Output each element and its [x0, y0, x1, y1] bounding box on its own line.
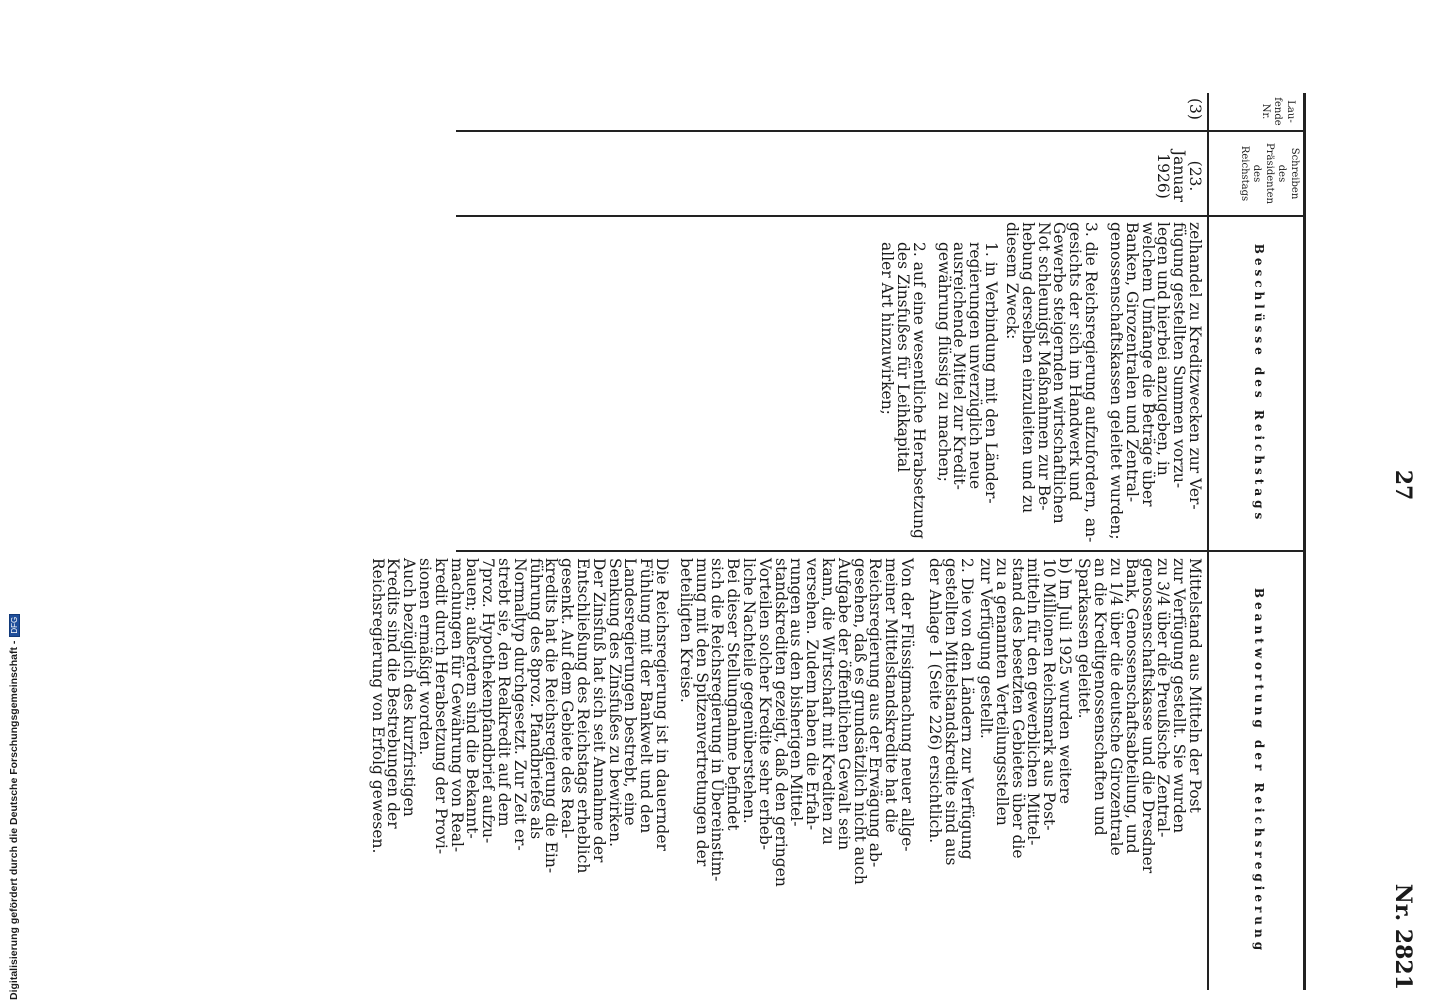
row-number: (3) [1186, 98, 1204, 120]
document-number: Nr. 2821 [1390, 883, 1416, 990]
dfg-logo: DFG [9, 614, 20, 637]
row-date: (23. Januar 1926) [1154, 149, 1204, 203]
column-rule-2 [456, 215, 1306, 217]
beschluss-sub-1: 1. in Verbindung mit den Länder- regierungen unverzüglich neue ausreichende Mittel zur Kredit- gewährung flüssig zu machen; [934, 242, 1000, 504]
antwort-para-2: 2. Die von den Ländern zur Verfügung gestellten Mittelstandskredite sind aus der Anlage 1 (Seite 226) ersichtlich. [926, 558, 976, 866]
header-top-rule [1303, 93, 1306, 990]
beschluss-item-3: 3. die Reichsregierung aufzufordern, an- gesichts der sich im Handwerk und Gewerbe steigernden wirtschaftlichen Not schleunigst Maßnahmen zur Be- hebung derselben einzuleiten und zu diesem Zweck: [1003, 222, 1100, 543]
antwort-para-a: Mittelstand aus Mitteln der Post zur Verfügung gestellt. Sie wurden zu 3/4 über die Preußische Zentral- genossenschaftskasse und die Dresdner Bank, Genossenschaftsabteilung, und zu 1/4 über die deutsche Girozentrale an die Kreditgenossenschaften und Sparkassen geleitet. [1075, 558, 1204, 874]
header-bottom-rule [1207, 93, 1209, 990]
header-laufende-nr: Lau- fende Nr. [1260, 97, 1296, 126]
beschluss-sub-2: 2. auf eine wesentliche Herabsetzung des Zinsfußes für Leihkapital aller Art hinzuwirken; [878, 242, 928, 539]
header-schreiben: Schreiben des Präsidenten des Reichstags [1239, 143, 1300, 204]
antwort-para-4: Die Reichsregierung ist in dauernder Fühlung mit der Bankwelt und den Landesregierungen bestrebt, eine Senkung des Zinsfußes zu bewirken. Der Zinsfuß hat sich seit Annahme der Entschließung des Reichstags erheblich gesenkt. Auf dem Gebiete des Real- kredits hat die Reichsregierung die Ein- führung des 8proz. Pfandbriefes als Normaltyp durchgesetzt. Zur Zeit er- strebt sie, den Realkredit auf dem 7proz. Hypothekenpfandbrief aufzu- bauen; außerdem sind die Bekannt- machungen für Gewährung von Real- kredit durch Herabsetzung der Provi- sionen ermäßigt worden. Auch bezüglich des kurzfristigen Kredits sind die Bestrebungen der Reichsregierung von Erfolg gewesen. [368, 558, 671, 874]
beschluss-continuation: zelhandel zu Kreditzwecken zur Ver- fügung gestellten Summen vorzu- legen und hierbei anzugeben, in welchem Umfange die Beträge über Banken, Girozentralen und Zentral- genossenschaftskassen geleitet wurden; [1107, 222, 1204, 540]
page-number: 27 [1390, 469, 1416, 501]
column-rule-1 [456, 130, 1306, 132]
header-beschluesse: Beschlüsse des Reichstags [1252, 243, 1266, 524]
header-beantwortung: Beantwortung der Reichsregierung [1252, 587, 1266, 955]
column-rule-3 [456, 550, 1306, 552]
antwort-para-3: Von der Flüssigmachung neuer allge- meiner Mittelstandskredite hat die Reichsregierung aus der Erwägung ab- gesehen, daß es grundsätzlich nicht auch Aufgabe der öffentlichen Gewalt sein kann, die Wirtschaft mit Krediten zu versehen. Zudem haben die Erfah- rungen aus den bisherigen Mittel- standskrediten gezeigt, daß den geringen Vorteilen solcher Kredite sehr erheb- liche Nachteile gegenüberstehen. Bei dieser Stellungnahme befindet sich die Reichsregierung in Übereinstim- mung mit den Spitzenvertretungen der beteiligten Kreise. [676, 558, 916, 887]
digitization-footer [2, 0, 22, 1000]
antwort-para-b: b) Im Juli 1925 wurden weitere 10 Millionen Reichsmark aus Post- mitteln für den gewerblichen Mittel- stand des besetzten Gebietes über die zu a genannten Verteilungsstellen zur Verfügung gestellt. [977, 558, 1074, 859]
footer-text: Digitalisierung gefördert durch die Deutsche Forschungsgemeinschaft - [8, 640, 20, 1000]
